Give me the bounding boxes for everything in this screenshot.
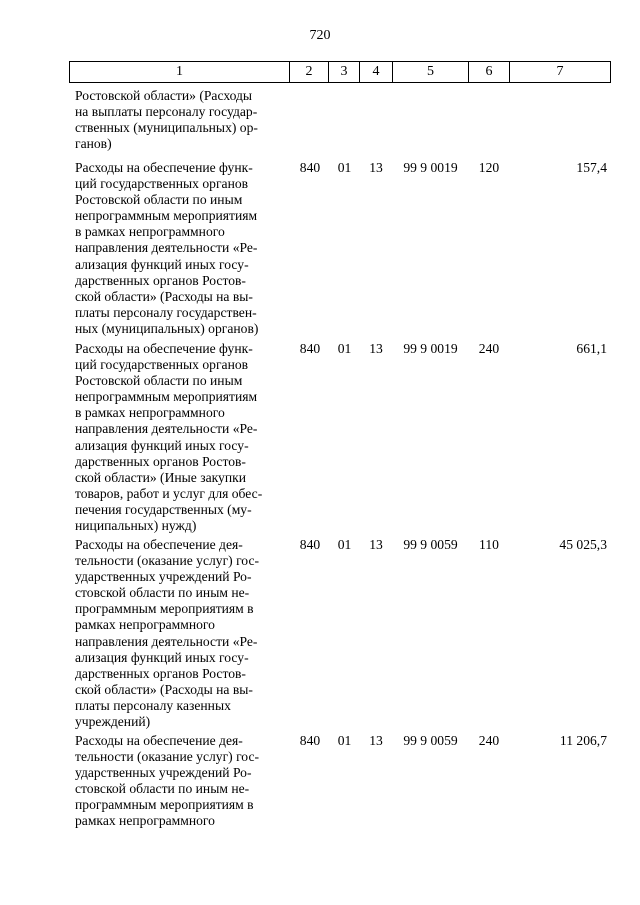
row-description: Расходы на обеспечение функ- ций государственных органов Ростовской области по иным непрограммным мероприятиям в рамках непрограммного направления деятельности «Ре- ализация функций иных госу- дарственных органов Ростов- ской области» (Расходы на вы- платы персоналу государствен- ных (муниципальных) органов) bbox=[75, 160, 259, 336]
row-section-code: 01 bbox=[337, 537, 352, 552]
header-col-2: 2 bbox=[290, 62, 329, 83]
row-section-code: 01 bbox=[337, 341, 352, 356]
row-description: Расходы на обеспечение функ- ций государственных органов Ростовской области по иным непрограммным мероприятиям в рамках непрограммного направления деятельности «Ре- ализация функций иных госу- дарственных органов Ростов- ской области» (Иные закупки товаров, работ и услуг для обес- печения государственных (му- ниципальных) нужд) bbox=[75, 341, 263, 534]
row-subsection-code: 13 bbox=[369, 160, 383, 175]
table-header bbox=[69, 61, 611, 83]
row-amount: 45 025,3 bbox=[559, 537, 607, 552]
row-description: Расходы на обеспечение дея- тельности (оказание услуг) гос- ударственных учреждений Ро- стовской области по иным не- программным мероприятиям в рамках непрограммного направления деятельности «Ре- ализация функций иных госу- дарственных органов Ростов- ской области» (Расходы на вы- платы персоналу казенных учреждений) bbox=[75, 537, 260, 730]
row-expense-type: 120 bbox=[478, 160, 500, 175]
row-description: Ростовской области» (Расходы на выплаты персоналу государ- ственных (муниципальных) ор- ганов) bbox=[75, 88, 258, 152]
row-target-article: 99 9 0019 bbox=[403, 341, 458, 356]
row-subsection-code: 13 bbox=[369, 341, 383, 356]
row-subsection-code: 13 bbox=[369, 733, 383, 748]
row-ministry-code: 840 bbox=[299, 341, 321, 356]
header-col-6: 6 bbox=[469, 62, 510, 83]
row-description: Расходы на обеспечение дея- тельности (оказание услуг) гос- ударственных учреждений Ро- стовской области по иным не- программным мероприятиям в рамках непрограммного bbox=[75, 733, 260, 829]
row-ministry-code: 840 bbox=[299, 160, 321, 175]
row-expense-type: 240 bbox=[478, 341, 500, 356]
row-amount: 157,4 bbox=[576, 160, 607, 175]
row-ministry-code: 840 bbox=[299, 537, 321, 552]
row-amount: 11 206,7 bbox=[559, 733, 607, 748]
row-target-article: 99 9 0019 bbox=[403, 160, 458, 175]
header-col-3: 3 bbox=[329, 62, 360, 83]
header-col-7: 7 bbox=[510, 62, 611, 83]
row-expense-type: 110 bbox=[479, 537, 499, 552]
header-col-5: 5 bbox=[393, 62, 469, 83]
row-section-code: 01 bbox=[337, 160, 352, 175]
row-ministry-code: 840 bbox=[299, 733, 321, 748]
row-target-article: 99 9 0059 bbox=[403, 733, 458, 748]
row-subsection-code: 13 bbox=[369, 537, 383, 552]
header-col-4: 4 bbox=[360, 62, 393, 83]
row-target-article: 99 9 0059 bbox=[403, 537, 458, 552]
row-expense-type: 240 bbox=[478, 733, 500, 748]
row-section-code: 01 bbox=[337, 733, 352, 748]
header-col-1: 1 bbox=[70, 62, 290, 83]
page-number: 720 bbox=[309, 28, 331, 43]
row-amount: 661,1 bbox=[576, 341, 607, 356]
